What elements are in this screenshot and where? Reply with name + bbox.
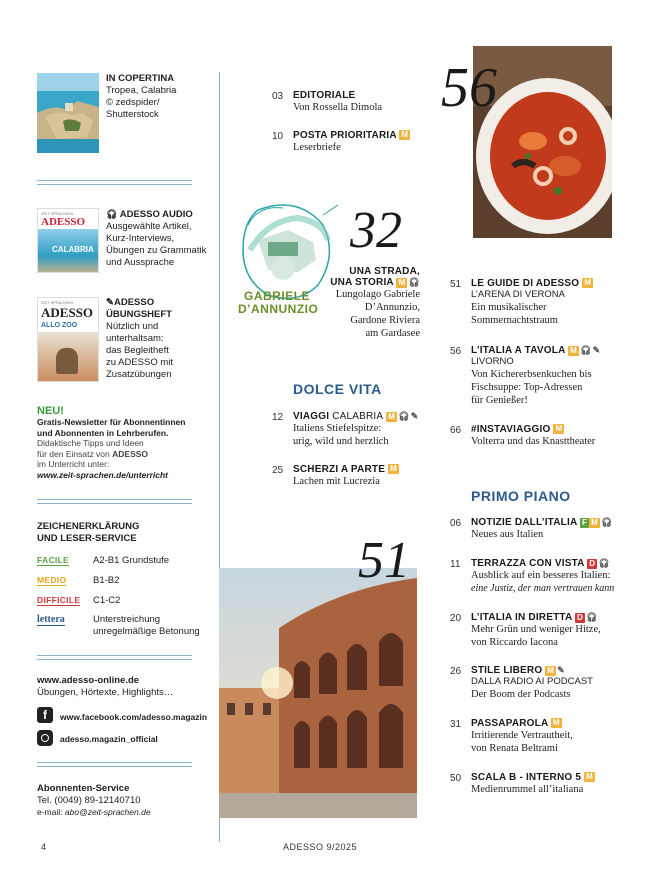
entry-number: 51 [450,279,462,290]
audio-cover [37,208,99,273]
entry-title: LE GUIDE DI ADESSO [471,278,580,289]
legend-label-difficile: DIFFICILE [37,595,81,605]
toc-entry[interactable] [471,718,573,755]
art-name: GABRIELE [244,289,311,303]
entry-line: Von Rossella Dimola [293,102,383,113]
entry-line: Irritierende Vertrautheit, [471,730,573,741]
dannunzio-art-text [238,290,318,316]
entry-title: STILE LIBERO [471,665,543,677]
service-email-label: e-mail: [37,807,63,817]
medio-badge-icon: M [586,772,593,782]
instagram-icon[interactable] [37,730,53,746]
entry-title: NOTIZIE DALL’ITALIA [471,517,578,529]
cover-line: Shutterstock [106,109,159,120]
workbook-block [106,297,173,381]
headphones-icon: 🎧︎ [600,517,613,527]
entry-number: 20 [450,613,462,624]
section-heading-dolce-vita: DOLCE VITA [293,381,382,397]
difficile-badge-icon: D [589,558,596,568]
entry-line: Ein musikalischer [471,302,547,313]
entry-title: SCALA B - INTERNO 5 [471,772,582,783]
entry-line-italic: eine Justiz, der man vertrauen kann [471,583,615,595]
cover-caption [106,73,176,121]
newsletter-block [37,405,207,480]
issue-label: ADESSO 9/2025 [283,842,358,852]
medio-badge-icon: M [584,278,592,288]
headphones-icon: 🎧︎ [585,612,598,622]
service-block [37,783,151,818]
medio-badge-icon: M [390,464,397,474]
newsletter-bold-line: Gratis-Newsletter für Abonnentinnen [37,417,186,427]
workbook-line: das Begleitheft [106,345,169,356]
medio-badge-icon: M [570,345,577,355]
arena-page-number: 51 [358,532,410,589]
pencil-icon: ✎ [592,345,601,355]
entry-number: 25 [272,465,284,476]
workbook-title-2: ÜBUNGSHEFT [106,309,172,320]
toc-entry[interactable] [471,772,595,796]
audio-line: und Aussprache [106,257,175,268]
toc-entry[interactable] [471,665,593,701]
medio-badge-icon: M [388,411,396,421]
audio-line: Ausgewählte Artikel, [106,221,192,232]
legend-text-lettera [93,614,200,638]
workbook-line: Zusatzübungen [106,369,172,380]
audio-block [106,208,206,269]
headphones-icon: 🎧︎ [398,411,410,421]
audio-cover-place: CALABRIA [52,245,94,254]
facebook-icon[interactable]: f [37,707,53,723]
feature-line: Gardone Riviera [350,315,420,327]
headphones-icon: 🎧︎ [408,277,420,287]
cover-photo [37,73,99,153]
legend-text: C1-C2 [93,595,121,606]
pencil-icon: ✎ [557,665,565,675]
legend-text: A2-B1 Grundstufe [93,555,170,566]
headphones-icon: 🎧︎ [580,345,592,355]
feature-page-number: 32 [350,202,402,259]
entry-line: Mehr Grün und weniger Hitze, [471,624,601,636]
legend-text: B1-B2 [93,575,120,586]
audio-cover-brand: ZEIT SPRACHEN [41,211,73,216]
entry-number: 31 [450,719,462,730]
entry-title: L’ITALIA IN DIRETTA [471,612,573,624]
legend-label-facile: FACILE [37,555,70,565]
audio-line: Übungen zu Grammatik [106,245,207,256]
audio-title: ADESSO AUDIO [119,209,193,220]
divider [37,499,192,504]
divider [37,762,192,767]
entry-line: Der Boom der Podcasts [471,689,571,701]
entry-line: Sommernachtstraum [471,315,558,326]
entry-title: VIAGGI [293,411,330,423]
medio-badge-icon: M [555,424,563,434]
entry-title: TERRAZZA CON VISTA [471,558,585,570]
workbook-cover-title: ADESSO [41,305,94,320]
toc-entry[interactable] [293,130,410,154]
entry-line: Fischsuppe: Top-Adressen [471,382,583,394]
entry-line: Leserbriefe [293,142,341,153]
entry-number: 03 [272,91,284,102]
instagram-link[interactable]: adesso.magazin_official [60,734,158,744]
entry-title: #INSTAVIAGGIO [471,424,551,435]
toc-entry[interactable] [293,411,419,448]
entry-number: 56 [450,346,462,357]
entry-title: L’ITALIA A TAVOLA [471,345,566,357]
feature-title: UNA STORIA [330,277,394,289]
entry-tag: CALABRIA [332,411,384,423]
audio-cover-title: ADESSO [41,216,86,228]
medio-badge-icon: M [547,665,555,675]
newsletter-line: im Unterricht unter: [37,459,110,469]
workbook-line: zu ADESSO mit [106,357,174,368]
legend-text: unregelmäßige Betonung [93,626,200,637]
toc-entry[interactable] [471,517,613,541]
entry-number: 10 [272,131,284,142]
cover-title: IN COPERTINA [106,73,175,84]
entry-line: Lachen mit Lucrezia [293,476,380,487]
service-email[interactable]: abo@zeit-sprachen.de [64,807,151,817]
feature-line: am Gardasee [365,328,420,340]
entry-number: 06 [450,518,462,529]
arena-verona-photo [219,568,417,818]
entry-line: Medienrummel all’italiana [471,784,584,795]
feature-line: D’Annunzio, [364,302,420,314]
entry-line: urig, wild und herzlich [293,436,389,448]
legend-label-medio: MEDIO [37,575,67,585]
workbook-cover [37,297,99,382]
page-number: 4 [41,842,47,852]
toc-entry[interactable] [471,424,595,448]
entry-title: SCHERZI A PARTE [293,464,386,475]
toc-entry[interactable] [471,278,593,327]
audio-line: Kurz-Interviews, [106,233,175,244]
feature-entry[interactable] [330,266,420,340]
toc-entry[interactable] [471,345,600,407]
newsletter-line: für den Einsatz von [37,448,110,459]
medio-badge-icon: M [398,277,406,287]
entry-line: Von Kichererbsenkuchen bis [471,369,592,381]
newsletter-neu: NEU! [37,405,64,417]
legend-title-2: UND LESER-SERVICE [37,533,137,544]
entry-line: Italiens Stiefelspitze: [293,423,382,435]
entry-title: PASSAPAROLA [471,718,549,729]
newsletter-brand: ADESSO [112,448,149,459]
toc-entry[interactable] [293,464,399,488]
web-url[interactable]: www.adesso-online.de [37,675,140,686]
toc-entry[interactable] [293,90,382,114]
entry-tag: L’ARENA DI VERONA [471,289,565,300]
entry-line: von Riccardo Iacona [471,637,558,649]
entry-number: 26 [450,666,462,677]
divider [37,655,192,660]
entry-number: 11 [450,559,461,570]
medio-badge-icon: M [401,130,409,140]
toc-entry[interactable] [471,558,614,595]
workbook-cover-sub: ALLO ZOO [41,322,78,329]
workbook-line: Nützlich und [106,321,159,332]
web-text: Übungen, Hörtexte, Highlights… [37,687,174,698]
entry-number: 66 [450,425,462,436]
art-name: D’ANNUNZIO [238,302,319,316]
web-block [37,675,173,699]
entry-line: von Renata Beltrami [471,743,558,754]
cover-line: Tropea, Calabria [106,85,177,96]
facile-badge-icon: F [582,517,588,527]
newsletter-url[interactable]: www.zeit-sprachen.de/unterricht [37,469,168,480]
newsletter-bold-line: und Abonnenten in Lehrberufen. [37,427,169,438]
legend-text: Unterstreichung [93,614,161,625]
newsletter-line: Didaktische Tipps und Ideen [37,438,144,448]
headphones-icon: 🎧︎ [106,209,118,219]
entry-title: EDITORIALE [293,90,356,101]
feature-title: UNA STRADA, [349,266,420,277]
legend-label-lettera: lettera [37,614,65,625]
soup-page-number: 56 [441,57,497,119]
entry-number: 50 [450,773,462,784]
entry-number: 12 [272,412,284,423]
service-tel: Tel. (0049) 89-12140710 [37,795,141,806]
medio-badge-icon: M [591,517,598,527]
divider [37,180,192,185]
medio-badge-icon: M [553,718,560,728]
entry-line: Volterra und das Knasttheater [471,436,596,447]
service-title: Abonnenten-Service [37,783,130,794]
legend-title-1: ZEICHENERKLÄRUNG [37,521,140,532]
pencil-icon: ✎ [410,411,419,421]
feature-line: Lungolago Gabriele [335,289,420,301]
toc-entry[interactable] [471,612,601,649]
workbook-title-1: ADESSO [113,297,155,308]
headphones-icon: 🎧︎ [598,558,610,568]
entry-line: für Genießer! [471,395,528,407]
entry-line: Neues aus Italien [471,529,544,541]
difficile-badge-icon: D [577,612,583,622]
cover-line: © zedspider/ [106,97,160,108]
pencil-icon: ✎ [106,297,114,308]
entry-line: Ausblick auf ein besseres Italien: [471,570,611,582]
legend-block [37,521,207,545]
entry-tag: DALLA RADIO AI PODCAST [471,676,593,688]
workbook-cover-brand: ZEIT SPRACHEN [41,300,73,305]
section-heading-primo-piano: PRIMO PIANO [471,488,571,504]
entry-title: POSTA PRIORITARIA [293,130,397,141]
workbook-line: unterhaltsam: [106,333,164,344]
facebook-link[interactable]: www.facebook.com/adesso.magazin [60,712,208,722]
entry-tag: LIVORNO [471,356,514,368]
